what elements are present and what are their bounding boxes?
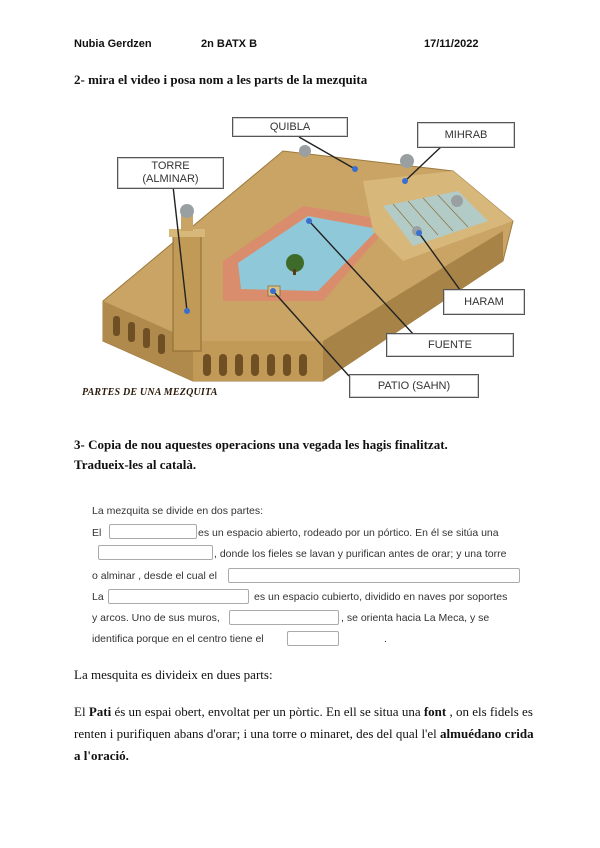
student-name: Nubia Gerdzen (74, 38, 152, 50)
question-2-title: 2- mira el video i posa nom a les parts de la mezquita (74, 72, 368, 87)
exercise-line-2b: es un espacio abierto, rodeado por un pórtico. En él se sitúa una (198, 527, 499, 539)
exercise-line-1: La mezquita se divide en dos partes: (92, 505, 264, 517)
question-3-title-line1: 3- Copia de nou aquestes operacions una vegada les hagis finalitzat. (74, 437, 448, 452)
label-mihrab: MIHRAB (417, 122, 515, 148)
blank-2-input[interactable] (98, 545, 213, 560)
exercise-line-4: o alminar , desde el cual el (92, 570, 217, 582)
blank-5-input[interactable] (229, 610, 339, 625)
class-name: 2n BATX B (201, 38, 258, 50)
label-torre-line1: TORRE (151, 160, 190, 172)
answer-bold-almuedano: almuédano crida a l'oració. (74, 726, 534, 763)
label-torre (117, 157, 224, 189)
answer-bold-pati: Pati (88, 704, 112, 719)
answer-text-3: , on els fidels es renten i purifiquen abans d'orar; i una torre o minaret, des del qual l'el (74, 704, 533, 741)
exercise-line-5b: es un espacio cubierto, dividido en naves por soportes (254, 591, 508, 603)
mosque-drawing (73, 111, 527, 409)
blank-3-input[interactable] (228, 568, 520, 583)
exercise-line-7b: . (384, 633, 387, 645)
label-quibla: QUIBLA (232, 117, 348, 137)
blank-1-input[interactable] (109, 524, 197, 539)
figure-caption: PARTES DE UNA MEZQUITA (82, 387, 218, 398)
exercise-line-5a: La (92, 591, 104, 603)
label-patio: PATIO (SAHN) (349, 374, 479, 398)
answer-text-1: El (74, 704, 89, 719)
label-fuente: FUENTE (386, 333, 514, 357)
blank-4-input[interactable] (108, 589, 249, 604)
answer-bold-font: font (423, 704, 447, 719)
exercise-line-7a: identifica porque en el centro tiene el (92, 633, 264, 645)
exercise-line-6a: y arcos. Uno de sus muros, (92, 612, 220, 624)
answer-text-2: és un espai obert, envoltat per un pòrtic. En ell se situa una (111, 704, 424, 719)
exercise-line-3: , donde los fieles se lavan y purifican antes de orar; y una torre (214, 548, 507, 560)
blank-6-input[interactable] (287, 631, 339, 646)
label-haram: HARAM (443, 289, 525, 315)
exercise-line-2a: El (92, 527, 102, 539)
date: 17/11/2022 (424, 38, 479, 50)
question-3-title-line2: Tradueix-les al català. (74, 457, 197, 472)
mosque-illustration (73, 111, 527, 409)
answer-paragraph-1: La mesquita es divideix en dues parts: (74, 667, 273, 682)
exercise-line-6b: , se orienta hacia La Meca, y se (341, 612, 490, 624)
answer-paragraph-2 (74, 701, 534, 767)
label-torre-line2: (ALMINAR) (142, 173, 199, 185)
